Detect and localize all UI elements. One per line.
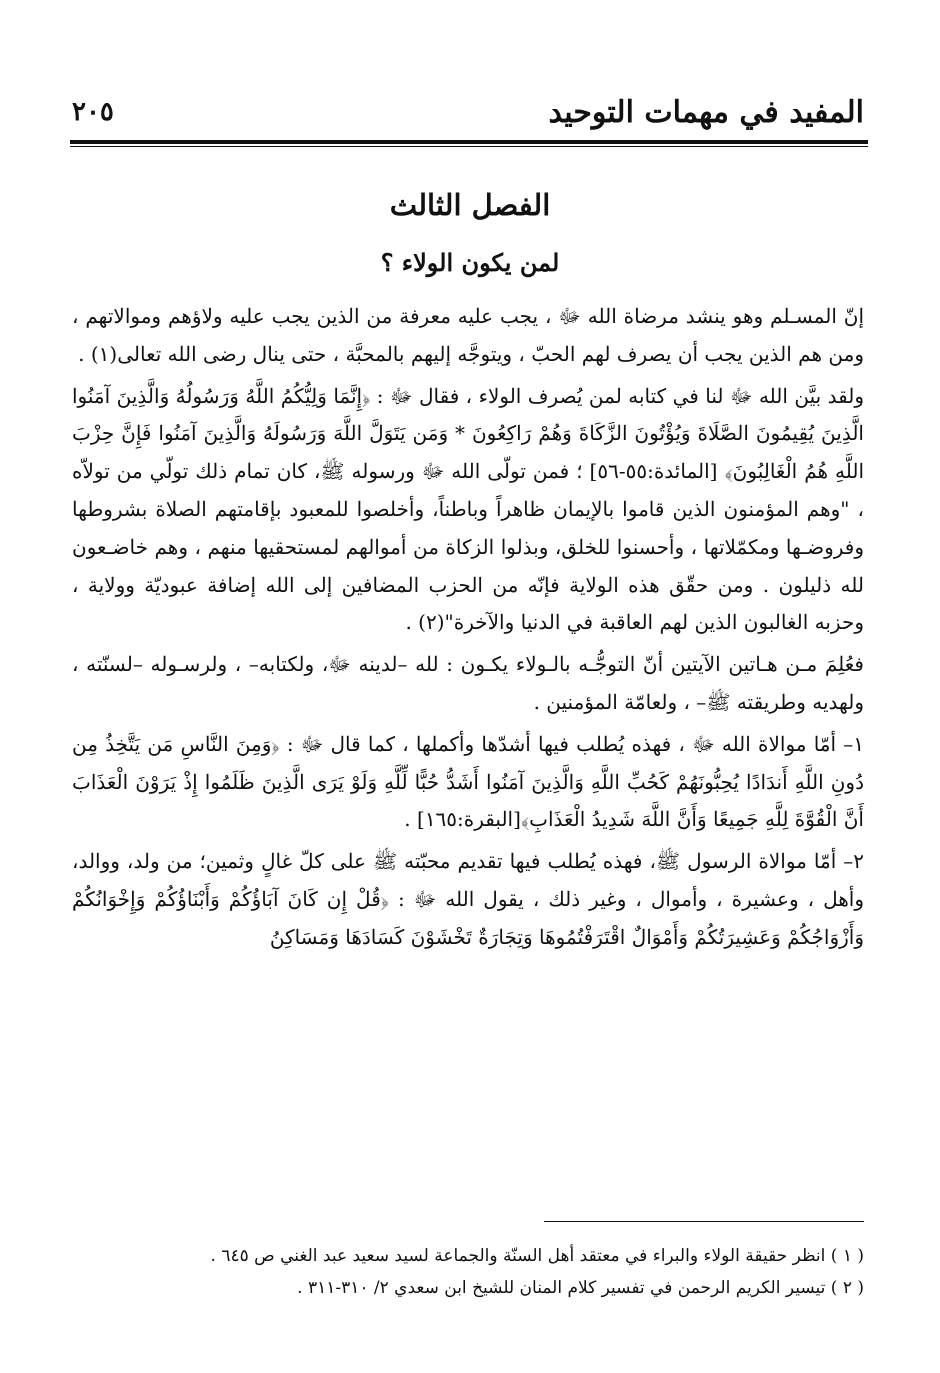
header-rule — [70, 140, 868, 147]
paragraph-conclusion: فعُلِمَ مـن هـاتين الآيتين أنّ التوجُّـه بالـولاء يكـون : لله –لدينه ﷻ، ولكتابه– ، ولرسـوله –لسنّته ، ولهديه وطريقته ﷺ– ، ولعامّة المؤمنين . — [72, 652, 864, 714]
paragraph-point-1: ١– أمّا موالاة الله ﷻ ، فهذه يُطلب فيها أشدّها وأكملها ، كما قال ﷻ : ﴿وَمِنَ النَّاسِ مَن يَتَّخِذُ مِن دُونِ اللَّهِ أَندَادًا يُحِبُّونَهُمْ كَحُبِّ اللَّهِ وَالَّذِينَ آمَنُوا أَشَدُّ حُبًّا لِّلَّهِ وَلَوْ يَرَى الَّذِينَ ظَلَمُوا إِذْ يَرَوْنَ الْعَذَابَ أَنَّ الْقُوَّةَ لِلَّهِ جَمِيعًا وَأَنَّ اللَّهَ شَدِيدُ الْعَذَابِ﴾[البقرة:١٦٥] . — [72, 731, 864, 832]
running-title: المفيد في مهمات التوحيد — [548, 94, 864, 130]
page-header — [72, 88, 864, 136]
chapter-title: الفصل الثالث — [389, 188, 551, 222]
footnotes — [72, 1240, 864, 1304]
footnote-1: ( ١ ) انظر حقيقة الولاء والبراء في معتقد أهل السنّة والجماعة لسيد سعيد عبد الغني ص ٦٤٥ . — [210, 1246, 864, 1266]
paragraph-point-2: ٢– أمّا موالاة الرسول ﷺ، فهذه يُطلب فيها تقديم محبّته ﷺ على كلّ غالٍ وثمين؛ من ولد، ووالد، وأهل ، وعشيرة ، وأموال ، وغير ذلك ، يقول الله ﷻ : ﴿قُلْ إِن كَانَ آبَاؤُكُمْ وَأَبْنَاؤُكُمْ وَإِخْوَانُكُمْ وَأَزْوَاجُكُمْ وَعَشِيرَتُكُمْ وَأَمْوَالٌ اقْتَرَفْتُمُوهَا وَتِجَارَةٌ تَخْشَوْنَ كَسَادَهَا وَمَسَاكِنُ — [72, 849, 864, 949]
footnote-rule — [544, 1221, 864, 1222]
paragraph-intro: إنّ المسـلم وهو ينشد مرضاة الله ﷻ ، يجب عليه معرفة من الذين يجب عليه ولاؤهم وموالاتهم ، ومن هم الذين يجب أن يصرف لهم الحبّ ، ويتوجَّه إليهم بالمحبَّة ، حتى ينال رضى الله تعالى(١) . — [72, 304, 864, 366]
page-number: ٢٠٥ — [72, 97, 114, 127]
section-title: لمن يكون الولاء ؟ — [380, 248, 560, 277]
body-text — [72, 298, 864, 961]
paragraph-verse-maidah: ولقد بيَّن الله ﷻ لنا في كتابه لمن يُصرف الولاء ، فقال ﷻ : ﴿إِنَّمَا وَلِيُّكُمُ اللَّهُ وَرَسُولُهُ وَالَّذِينَ آمَنُوا الَّذِينَ يُقِيمُونَ الصَّلَاةَ وَيُؤْتُونَ الزَّكَاةَ وَهُمْ رَاكِعُونَ * وَمَن يَتَوَلَّ اللَّهَ وَرَسُولَهُ وَالَّذِينَ آمَنُوا فَإِنَّ حِزْبَ اللَّهِ هُمُ الْغَالِبُونَ﴾ [المائدة:٥٥-٥٦] ؛ فمن تولّى الله ﷻ ورسوله ﷺ، كان تمام ذلك تولّي من تولاّه ، "وهم المؤمنون الذين قاموا بالإيمان ظاهراً وباطناً، وأخلصوا للمعبود بإقامتهم الصلاة بشروطها وفروضـها ومكمّلاتها ، وأحسنوا للخلق، وبذلوا الزكاة من أموالهم لمستحقيها منهم ، وهم خاضـعون لله ذليلون . ومن حقّق هذه الولاية فإنّه من الحزب المضافين إلى الله إضافة عبوديّة وولاية ، وحزبه الغالبون الذين لهم العاقبة في الدنيا والآخرة"(٢) . — [72, 383, 865, 635]
footnote-2: ( ٢ ) تيسير الكريم الرحمن في تفسير كلام المنان للشيخ ابن سعدي ٢/ ٣١٠-٣١١ . — [297, 1278, 864, 1298]
